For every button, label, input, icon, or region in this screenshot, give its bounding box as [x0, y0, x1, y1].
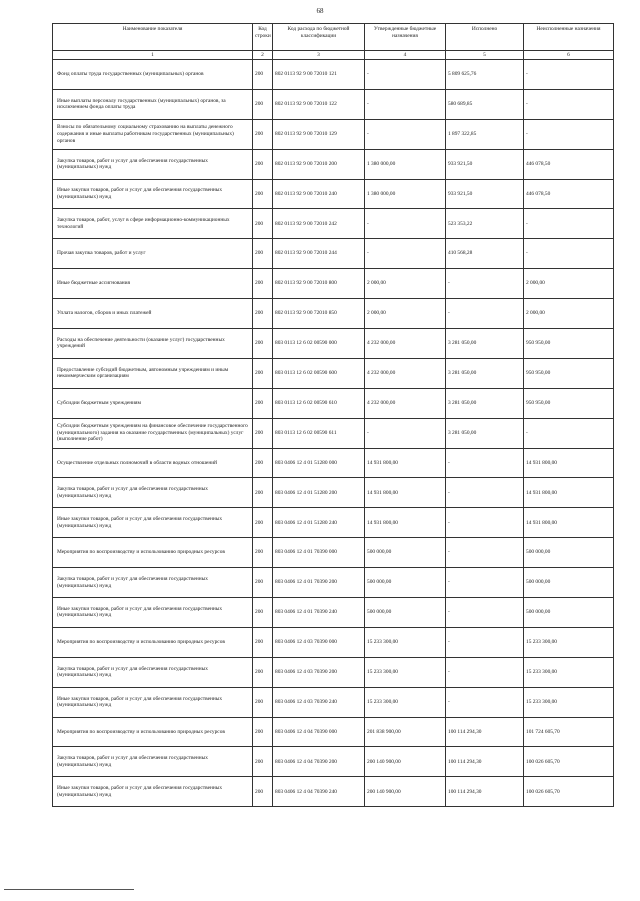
line-code-cell: 200 — [253, 598, 273, 628]
table-row — [53, 60, 614, 90]
table-row — [53, 358, 614, 388]
unexecuted-amount-cell: 500 000,00 — [524, 598, 614, 628]
approved-amount-cell: 201 838 900,00 — [365, 717, 446, 747]
indicator-name-cell: Расходы на обеспечение деятельности (оказание услуг) государственных учреждений — [53, 329, 253, 359]
indicator-name-cell: Иные выплаты персоналу государственных (муниципальных) органов, за исключением фонда оплаты труда — [53, 89, 253, 119]
indicator-name-cell: Иные закупки товаров, работ и услуг для обеспечения государственных (муниципальных) нужд — [53, 179, 253, 209]
unexecuted-amount-cell: 100 026 605,70 — [524, 777, 614, 807]
expense-code-cell: 803 0406 12 4 01 51280 000 — [273, 448, 365, 478]
footer-rule — [4, 889, 134, 890]
expense-code-cell: 802 0113 92 9 00 72010 129 — [273, 119, 365, 149]
table-row — [53, 657, 614, 687]
line-code-cell: 200 — [253, 657, 273, 687]
line-code-cell: 200 — [253, 627, 273, 657]
approved-amount-cell: 500 000,00 — [365, 568, 446, 598]
unexecuted-amount-cell: 101 724 605,70 — [524, 717, 614, 747]
expense-code-cell: 803 0406 12 4 03 70390 240 — [273, 687, 365, 717]
expense-code-cell: 802 0113 92 9 00 72010 800 — [273, 269, 365, 299]
unexecuted-amount-cell: 2 000,00 — [524, 299, 614, 329]
indicator-name-cell: Взносы по обязательному социальному страхованию на выплаты денежного содержания и иные выплаты работникам государственных (муниципальных) органов — [53, 119, 253, 149]
executed-amount-cell: 933 921,50 — [446, 149, 524, 179]
approved-amount-cell: - — [365, 60, 446, 90]
expense-code-cell: 803 0113 12 6 02 00590 610 — [273, 388, 365, 418]
line-code-cell: 200 — [253, 269, 273, 299]
table-row — [53, 269, 614, 299]
executed-amount-cell: - — [446, 538, 524, 568]
line-code-cell: 200 — [253, 717, 273, 747]
line-code-cell: 200 — [253, 179, 273, 209]
indicator-name-cell: Осуществление отдельных полномочий в области водных отношений — [53, 448, 253, 478]
expense-code-cell: 803 0406 12 4 01 70390 200 — [273, 568, 365, 598]
expense-code-cell: 803 0406 12 4 01 70390 240 — [273, 598, 365, 628]
unexecuted-amount-cell: 446 078,50 — [524, 149, 614, 179]
table-row — [53, 209, 614, 239]
line-code-cell: 200 — [253, 448, 273, 478]
table-row — [53, 448, 614, 478]
line-code-cell: 200 — [253, 747, 273, 777]
approved-amount-cell: 14 931 800,00 — [365, 448, 446, 478]
header-unexecuted: Неисполненные назначения — [524, 24, 614, 51]
approved-amount-cell: 200 140 900,00 — [365, 747, 446, 777]
table-row — [53, 568, 614, 598]
indicator-name-cell: Фонд оплаты труда государственных (муниципальных) органов — [53, 60, 253, 90]
executed-amount-cell: - — [446, 598, 524, 628]
indicator-name-cell: Иные закупки товаров, работ и услуг для обеспечения государственных (муниципальных) нужд — [53, 598, 253, 628]
table-row — [53, 747, 614, 777]
expense-code-cell: 803 0113 12 6 02 00590 611 — [273, 418, 365, 448]
unexecuted-amount-cell: 14 931 800,00 — [524, 508, 614, 538]
approved-amount-cell: - — [365, 119, 446, 149]
executed-amount-cell: - — [446, 508, 524, 538]
approved-amount-cell: 200 140 900,00 — [365, 777, 446, 807]
executed-amount-cell: - — [446, 478, 524, 508]
table-row — [53, 418, 614, 448]
approved-amount-cell: - — [365, 209, 446, 239]
expense-code-cell: 803 0113 12 6 02 00590 000 — [273, 329, 365, 359]
expense-code-cell: 802 0113 92 9 00 72010 850 — [273, 299, 365, 329]
indicator-name-cell: Закупка товаров, работ и услуг для обеспечения государственных (муниципальных) нужд — [53, 149, 253, 179]
approved-amount-cell: 15 233 300,00 — [365, 627, 446, 657]
line-code-cell: 200 — [253, 239, 273, 269]
indicator-name-cell: Иные бюджетные ассигнования — [53, 269, 253, 299]
table-row — [53, 478, 614, 508]
approved-amount-cell: 2 000,00 — [365, 299, 446, 329]
column-number: 6 — [524, 51, 614, 60]
unexecuted-amount-cell: 15 233 300,00 — [524, 627, 614, 657]
executed-amount-cell: - — [446, 448, 524, 478]
executed-amount-cell: - — [446, 627, 524, 657]
header-line-code: Код строки — [253, 24, 273, 51]
unexecuted-amount-cell: - — [524, 89, 614, 119]
unexecuted-amount-cell: 950 950,00 — [524, 388, 614, 418]
approved-amount-cell: 15 233 300,00 — [365, 657, 446, 687]
unexecuted-amount-cell: - — [524, 418, 614, 448]
approved-amount-cell: 4 232 000,00 — [365, 388, 446, 418]
column-number: 3 — [273, 51, 365, 60]
table-row — [53, 538, 614, 568]
indicator-name-cell: Закупка товаров, работ, услуг в сфере информационно-коммуникационных технологий — [53, 209, 253, 239]
indicator-name-cell: Субсидии бюджетным учреждениям — [53, 388, 253, 418]
line-code-cell: 200 — [253, 209, 273, 239]
table-row — [53, 329, 614, 359]
unexecuted-amount-cell: - — [524, 239, 614, 269]
expense-code-cell: 803 0406 12 4 03 70390 000 — [273, 627, 365, 657]
line-code-cell: 200 — [253, 149, 273, 179]
unexecuted-amount-cell: 14 931 800,00 — [524, 448, 614, 478]
indicator-name-cell: Закупка товаров, работ и услуг для обеспечения государственных (муниципальных) нужд — [53, 747, 253, 777]
header-executed: Исполнено — [446, 24, 524, 51]
executed-amount-cell: 1 897 322,85 — [446, 119, 524, 149]
table-row — [53, 299, 614, 329]
approved-amount-cell: 4 232 000,00 — [365, 358, 446, 388]
expense-code-cell: 803 0406 12 4 01 51280 200 — [273, 478, 365, 508]
line-code-cell: 200 — [253, 119, 273, 149]
indicator-name-cell: Закупка товаров, работ и услуг для обеспечения государственных (муниципальных) нужд — [53, 478, 253, 508]
expense-code-cell: 803 0406 12 4 04 70390 000 — [273, 717, 365, 747]
indicator-name-cell: Закупка товаров, работ и услуг для обеспечения государственных (муниципальных) нужд — [53, 657, 253, 687]
executed-amount-cell: 5 809 625,76 — [446, 60, 524, 90]
expense-code-cell: 802 0113 92 9 00 72010 242 — [273, 209, 365, 239]
expense-code-cell: 802 0113 92 9 00 72010 244 — [273, 239, 365, 269]
executed-amount-cell: - — [446, 657, 524, 687]
executed-amount-cell: 100 114 294,30 — [446, 747, 524, 777]
approved-amount-cell: 14 931 800,00 — [365, 508, 446, 538]
executed-amount-cell: - — [446, 269, 524, 299]
expense-code-cell: 802 0113 92 9 00 72010 122 — [273, 89, 365, 119]
line-code-cell: 200 — [253, 538, 273, 568]
unexecuted-amount-cell: - — [524, 119, 614, 149]
unexecuted-amount-cell: 2 000,00 — [524, 269, 614, 299]
table-row — [53, 508, 614, 538]
expense-code-cell: 803 0406 12 4 01 51280 240 — [273, 508, 365, 538]
approved-amount-cell: 1 380 000,00 — [365, 149, 446, 179]
line-code-cell: 200 — [253, 687, 273, 717]
header-approved: Утвержденные бюджетные назначения — [365, 24, 446, 51]
table-row — [53, 119, 614, 149]
unexecuted-amount-cell: 15 233 300,00 — [524, 687, 614, 717]
expense-code-cell: 803 0406 12 4 04 70390 200 — [273, 747, 365, 777]
unexecuted-amount-cell: - — [524, 60, 614, 90]
unexecuted-amount-cell: - — [524, 209, 614, 239]
header-expense-code: Код расхода по бюджетной классификации — [273, 24, 365, 51]
executed-amount-cell: 933 921,50 — [446, 179, 524, 209]
indicator-name-cell: Иные закупки товаров, работ и услуг для обеспечения государственных (муниципальных) нужд — [53, 687, 253, 717]
executed-amount-cell: 523 353,22 — [446, 209, 524, 239]
executed-amount-cell: 3 281 050,00 — [446, 388, 524, 418]
line-code-cell: 200 — [253, 418, 273, 448]
indicator-name-cell: Мероприятия по воспроизводству и использованию природных ресурсов — [53, 538, 253, 568]
indicator-name-cell: Уплата налогов, сборов и иных платежей — [53, 299, 253, 329]
column-number-row — [53, 51, 614, 60]
unexecuted-amount-cell: 950 950,00 — [524, 358, 614, 388]
unexecuted-amount-cell: 15 233 300,00 — [524, 657, 614, 687]
executed-amount-cell: 3 281 050,00 — [446, 329, 524, 359]
expense-code-cell: 803 0406 12 4 03 70390 200 — [273, 657, 365, 687]
table-row — [53, 89, 614, 119]
indicator-name-cell: Закупка товаров, работ и услуг для обеспечения государственных (муниципальных) нужд — [53, 568, 253, 598]
table-row — [53, 239, 614, 269]
approved-amount-cell: - — [365, 239, 446, 269]
line-code-cell: 200 — [253, 478, 273, 508]
line-code-cell: 200 — [253, 60, 273, 90]
approved-amount-cell: - — [365, 418, 446, 448]
executed-amount-cell: 3 281 050,00 — [446, 418, 524, 448]
budget-execution-table — [52, 23, 614, 807]
expense-code-cell: 802 0113 92 9 00 72010 240 — [273, 179, 365, 209]
unexecuted-amount-cell: 446 078,50 — [524, 179, 614, 209]
line-code-cell: 200 — [253, 299, 273, 329]
executed-amount-cell: 3 281 050,00 — [446, 358, 524, 388]
approved-amount-cell: 1 380 000,00 — [365, 179, 446, 209]
indicator-name-cell: Иные закупки товаров, работ и услуг для обеспечения государственных (муниципальных) нужд — [53, 777, 253, 807]
table-row — [53, 149, 614, 179]
line-code-cell: 200 — [253, 89, 273, 119]
line-code-cell: 200 — [253, 388, 273, 418]
unexecuted-amount-cell: 950 950,00 — [524, 329, 614, 359]
indicator-name-cell: Предоставление субсидий бюджетным, автономным учреждениям и иным некоммерческим организациям — [53, 358, 253, 388]
expense-code-cell: 803 0406 12 4 04 70390 240 — [273, 777, 365, 807]
executed-amount-cell: 100 114 294,30 — [446, 777, 524, 807]
page-number: 68 — [316, 7, 324, 15]
approved-amount-cell: 500 000,00 — [365, 598, 446, 628]
expense-code-cell: 803 0113 12 6 02 00590 600 — [273, 358, 365, 388]
header-indicator-name: Наименование показателя — [53, 24, 253, 51]
approved-amount-cell: 15 233 300,00 — [365, 687, 446, 717]
approved-amount-cell: - — [365, 89, 446, 119]
executed-amount-cell: 410 568,28 — [446, 239, 524, 269]
table-row — [53, 598, 614, 628]
line-code-cell: 200 — [253, 358, 273, 388]
unexecuted-amount-cell: 500 000,00 — [524, 538, 614, 568]
table-row — [53, 388, 614, 418]
table-row — [53, 627, 614, 657]
table-row — [53, 717, 614, 747]
approved-amount-cell: 2 000,00 — [365, 269, 446, 299]
indicator-name-cell: Прочая закупка товаров, работ и услуг — [53, 239, 253, 269]
expense-code-cell: 802 0113 92 9 00 72010 200 — [273, 149, 365, 179]
expense-code-cell: 802 0113 92 9 00 72010 121 — [273, 60, 365, 90]
executed-amount-cell: 100 114 294,30 — [446, 717, 524, 747]
line-code-cell: 200 — [253, 508, 273, 538]
indicator-name-cell: Мероприятия по воспроизводству и использованию природных ресурсов — [53, 627, 253, 657]
column-number: 2 — [253, 51, 273, 60]
approved-amount-cell: 500 000,00 — [365, 538, 446, 568]
indicator-name-cell: Иные закупки товаров, работ и услуг для обеспечения государственных (муниципальных) нужд — [53, 508, 253, 538]
unexecuted-amount-cell: 14 931 800,00 — [524, 478, 614, 508]
executed-amount-cell: - — [446, 568, 524, 598]
indicator-name-cell: Субсидии бюджетным учреждениям на финансовое обеспечение государственного (муниципального) задания на оказание государственных (муниципальных) услуг (выполнение работ) — [53, 418, 253, 448]
line-code-cell: 200 — [253, 329, 273, 359]
column-number: 1 — [53, 51, 253, 60]
line-code-cell: 200 — [253, 568, 273, 598]
approved-amount-cell: 14 931 800,00 — [365, 478, 446, 508]
column-number: 5 — [446, 51, 524, 60]
line-code-cell: 200 — [253, 777, 273, 807]
table-row — [53, 777, 614, 807]
unexecuted-amount-cell: 100 026 605,70 — [524, 747, 614, 777]
executed-amount-cell: - — [446, 687, 524, 717]
expense-code-cell: 803 0406 12 4 01 70390 000 — [273, 538, 365, 568]
table-row — [53, 179, 614, 209]
unexecuted-amount-cell: 500 000,00 — [524, 568, 614, 598]
executed-amount-cell: 580 689,85 — [446, 89, 524, 119]
executed-amount-cell: - — [446, 299, 524, 329]
approved-amount-cell: 4 232 000,00 — [365, 329, 446, 359]
column-number: 4 — [365, 51, 446, 60]
header-row — [53, 24, 614, 51]
indicator-name-cell: Мероприятия по воспроизводству и использованию природных ресурсов — [53, 717, 253, 747]
table-row — [53, 687, 614, 717]
